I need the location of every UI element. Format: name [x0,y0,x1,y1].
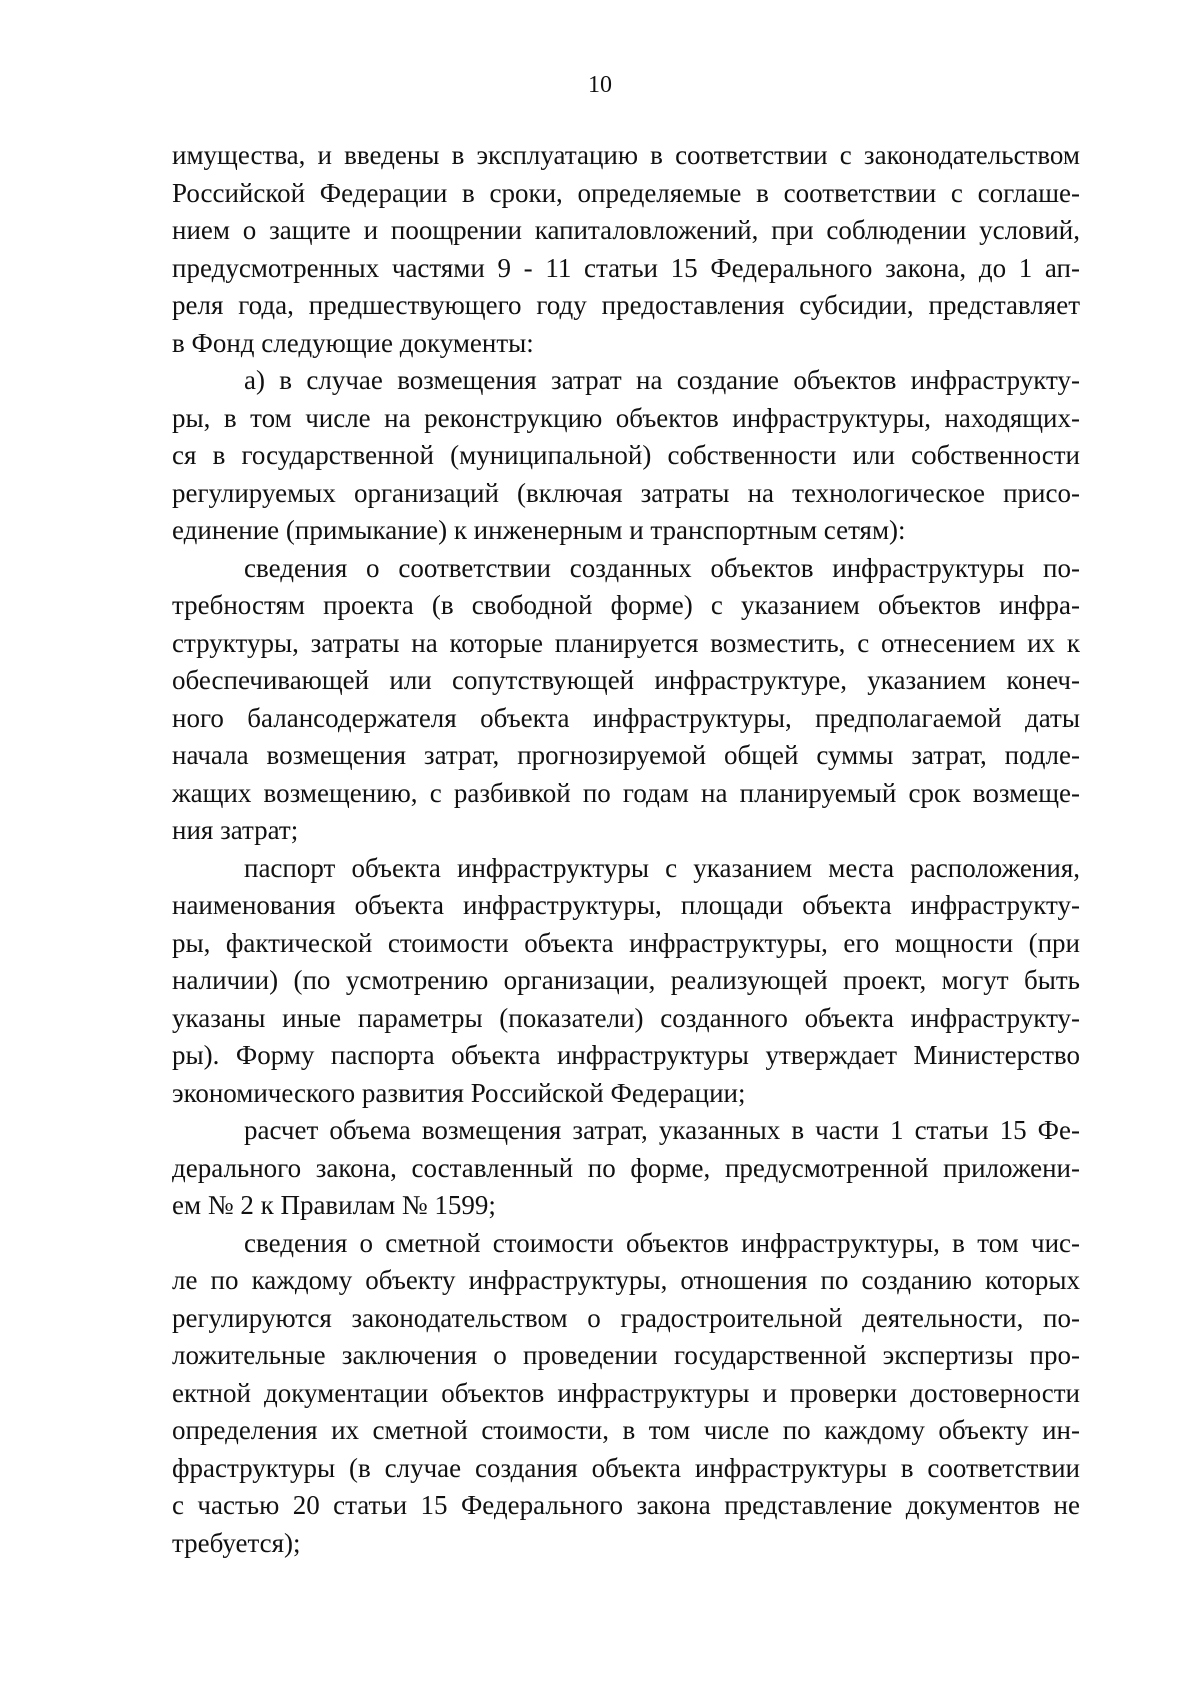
text-line: жащих возмещению, с разбивкой по годам на планируемый срок возмеще- [172,777,1080,808]
paragraph [172,362,1080,550]
text-line: требуется); [172,1527,301,1558]
text-line: регулируются законодательством о градостроительной деятельности, по- [172,1302,1080,1333]
text-line: структуры, затраты на которые планируется возместить, с отнесением их к [172,627,1080,658]
text-line: ле по каждому объекту инфраструктуры, отношения по созданию которых [172,1265,1080,1295]
text-line: экономического развития Российской Федерации; [172,1077,746,1108]
text-line: предусмотренных частями 9 - 11 статьи 15 Федерального закона, до 1 ап- [172,252,1080,283]
paragraph [172,1225,1080,1563]
text-line: ем № 2 к Правилам № 1599; [172,1190,496,1220]
text-line: с частью 20 статьи 15 Федерального закона представление документов не [172,1490,1080,1520]
text-line: требностям проекта (в свободной форме) с указанием объектов инфра- [172,590,1080,620]
paragraph [172,137,1080,362]
text-line: в Фонд следующие документы: [172,327,534,358]
text-line: фраструктуры (в случае создания объекта инфраструктуры в соответствии [172,1452,1080,1483]
text-line: ния затрат; [172,815,299,845]
text-line: ного балансодержателя объекта инфраструктуры, предполагаемой даты [172,702,1080,733]
text-line: ры). Форму паспорта объекта инфраструктуры утверждает Министерство [172,1040,1080,1070]
text-line: дерального закона, составленный по форме, предусмотренной приложени- [172,1152,1080,1183]
text-line: а) в случае возмещения затрат на создание объектов инфраструкту- [244,365,1080,395]
paragraph [172,1112,1080,1225]
text-line: наименования объекта инфраструктуры, площади объекта инфраструкту- [172,890,1080,920]
document-body [172,137,1080,1562]
text-line: Российской Федерации в сроки, определяемые в соответствии с соглаше- [172,177,1080,208]
text-line: наличии) (по усмотрению организации, реализующей проект, могут быть [172,965,1080,995]
text-line: расчет объема возмещения затрат, указанных в части 1 статьи 15 Фе- [244,1115,1080,1145]
text-line: нием о защите и поощрении капиталовложений, при соблюдении условий, [172,215,1080,245]
text-line: единение (примыкание) к инженерным и транспортным сетям): [172,515,906,545]
text-line: начала возмещения затрат, прогнозируемой общей суммы затрат, подле- [172,740,1080,770]
text-line: сведения о соответствии созданных объектов инфраструктуры по- [244,552,1080,583]
text-line: ры, в том числе на реконструкцию объектов инфраструктуры, находящих- [172,402,1080,433]
text-line: сведения о сметной стоимости объектов инфраструктуры, в том чис- [244,1227,1080,1258]
text-line: паспорт объекта инфраструктуры с указанием места расположения, [244,852,1080,883]
text-line: определения их сметной стоимости, в том числе по каждому объекту ин- [172,1415,1080,1445]
text-line: обеспечивающей или сопутствующей инфраструктуре, указанием конеч- [172,665,1080,695]
text-line: ся в государственной (муниципальной) собственности или собственности [172,440,1080,470]
paragraph [172,550,1080,850]
text-line: реля года, предшествующего году предоставления субсидии, представляет [172,290,1080,320]
text-line: ры, фактической стоимости объекта инфраструктуры, его мощности (при [172,927,1080,958]
text-line: ложительные заключения о проведении государственной экспертизы про- [172,1340,1080,1370]
page-number: 10 [588,72,612,98]
text-line: регулируемых организаций (включая затраты на технологическое присо- [172,477,1080,508]
paragraph [172,850,1080,1113]
text-line: ектной документации объектов инфраструктуры и проверки достоверности [172,1377,1080,1408]
text-line: указаны иные параметры (показатели) созданного объекта инфраструкту- [172,1002,1080,1033]
text-line: имущества, и введены в эксплуатацию в соответствии с законодательством [172,140,1080,170]
